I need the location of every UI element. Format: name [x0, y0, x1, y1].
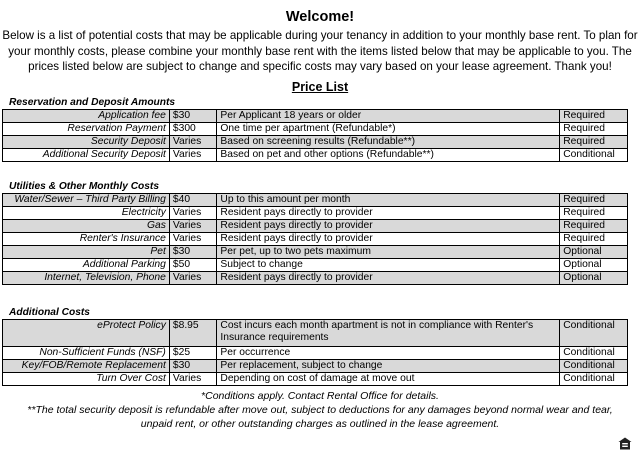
- intro-line: your monthly costs, please combine your monthly base rent with the items listed below that may be applicable to you. The: [8, 44, 632, 58]
- description-cell: Resident pays directly to provider: [217, 207, 560, 220]
- footnote-conditions: *Conditions apply. Contact Rental Office for details.: [201, 390, 439, 402]
- price-cell: Varies: [169, 220, 217, 233]
- price-cell: $300: [169, 123, 217, 136]
- price-cell: Varies: [169, 149, 217, 162]
- item-cell: Non-Sufficient Funds (NSF): [3, 347, 170, 360]
- status-cell: Conditional: [560, 373, 628, 386]
- item-cell: Gas: [3, 220, 170, 233]
- section-title: Utilities & Other Monthly Costs: [9, 181, 159, 192]
- price-cell: Varies: [169, 272, 217, 285]
- table-row: [3, 259, 628, 272]
- equal-housing-opportunity-icon: [618, 437, 632, 450]
- intro-line: prices listed below are subject to change and specific costs may vary based on your lease agreement. Thank you!: [28, 60, 612, 73]
- section-title: Reservation and Deposit Amounts: [9, 97, 176, 108]
- item-cell: Turn Over Cost: [3, 373, 170, 386]
- item-cell: Key/FOB/Remote Replacement: [3, 360, 170, 373]
- item-cell: Renter's Insurance: [3, 233, 170, 246]
- table-row: [3, 272, 628, 285]
- table-row: [3, 373, 628, 386]
- page-title: Welcome!: [285, 9, 355, 25]
- status-cell: Required: [560, 194, 628, 207]
- item-cell: Reservation Payment: [3, 123, 170, 136]
- status-cell: Required: [560, 220, 628, 233]
- intro-line: Below is a list of potential costs that may be applicable during your tenancy in addition to your monthly base rent. To plan for: [2, 29, 638, 42]
- footnotes: [0, 389, 640, 431]
- price-cell: $30: [169, 110, 217, 123]
- table-row: [3, 123, 628, 136]
- table-row: [3, 347, 628, 360]
- price-cell: $50: [169, 259, 217, 272]
- item-cell: Electricity: [3, 207, 170, 220]
- price-cell: $30: [169, 360, 217, 373]
- description-cell: Per pet, up to two pets maximum: [217, 246, 560, 259]
- item-cell: Pet: [3, 246, 170, 259]
- item-cell: Water/Sewer – Third Party Billing: [3, 194, 170, 207]
- status-cell: Conditional: [560, 347, 628, 360]
- price-cell: Varies: [169, 207, 217, 220]
- table-row: [3, 207, 628, 220]
- price-cell: $40: [169, 194, 217, 207]
- section-title: Additional Costs: [9, 307, 90, 318]
- description-cell: Per replacement, subject to change: [217, 360, 560, 373]
- table-row: [3, 320, 628, 347]
- price-list-heading: Price List: [291, 80, 349, 94]
- item-cell: Internet, Television, Phone: [3, 272, 170, 285]
- description-cell: Based on pet and other options (Refundable**): [217, 149, 560, 162]
- item-cell: eProtect Policy: [3, 320, 170, 347]
- table-row: [3, 246, 628, 259]
- section-utilities: [0, 180, 640, 285]
- description-cell: Per Applicant 18 years or older: [217, 110, 560, 123]
- price-table: [2, 109, 628, 162]
- description-cell: Depending on cost of damage at move out: [217, 373, 560, 386]
- table-row: [3, 360, 628, 373]
- table-row: [3, 233, 628, 246]
- price-cell: $25: [169, 347, 217, 360]
- table-row: [3, 194, 628, 207]
- status-cell: Optional: [560, 259, 628, 272]
- price-cell: $8.95: [169, 320, 217, 347]
- description-cell: Resident pays directly to provider: [217, 272, 560, 285]
- price-cell: $30: [169, 246, 217, 259]
- status-cell: Conditional: [560, 149, 628, 162]
- price-cell: Varies: [169, 373, 217, 386]
- price-table: [2, 193, 628, 285]
- description-cell: Resident pays directly to provider: [217, 220, 560, 233]
- item-cell: Additional Parking: [3, 259, 170, 272]
- status-cell: Required: [560, 123, 628, 136]
- footnote-deposit-line: **The total security deposit is refundable after move out, subject to deductions for any damages beyond normal wear and tear,: [27, 404, 613, 416]
- price-table: [2, 319, 628, 386]
- section-reservation-deposit: [0, 96, 640, 162]
- status-cell: Required: [560, 110, 628, 123]
- table-row: [3, 220, 628, 233]
- status-cell: Required: [560, 136, 628, 149]
- status-cell: Conditional: [560, 360, 628, 373]
- price-cell: Varies: [169, 136, 217, 149]
- description-cell: Per occurrence: [217, 347, 560, 360]
- description-cell: One time per apartment (Refundable*): [217, 123, 560, 136]
- status-cell: Optional: [560, 272, 628, 285]
- table-row: [3, 110, 628, 123]
- table-row: [3, 149, 628, 162]
- table-row: [3, 136, 628, 149]
- description-cell: Based on screening results (Refundable**): [217, 136, 560, 149]
- status-cell: Required: [560, 233, 628, 246]
- item-cell: Security Deposit: [3, 136, 170, 149]
- footnote-deposit-line: unpaid rent, or other outstanding charges as outlined in the lease agreement.: [140, 418, 500, 430]
- intro-paragraph: [0, 28, 640, 75]
- description-cell: Resident pays directly to provider: [217, 233, 560, 246]
- item-cell: Additional Security Deposit: [3, 149, 170, 162]
- price-cell: Varies: [169, 233, 217, 246]
- status-cell: Conditional: [560, 320, 628, 347]
- description-cell: Up to this amount per month: [217, 194, 560, 207]
- description-cell: Cost incurs each month apartment is not in compliance with Renter's Insurance requirements: [217, 320, 560, 347]
- status-cell: Optional: [560, 246, 628, 259]
- description-cell: Subject to change: [217, 259, 560, 272]
- status-cell: Required: [560, 207, 628, 220]
- item-cell: Application fee: [3, 110, 170, 123]
- section-additional-costs: [0, 306, 640, 386]
